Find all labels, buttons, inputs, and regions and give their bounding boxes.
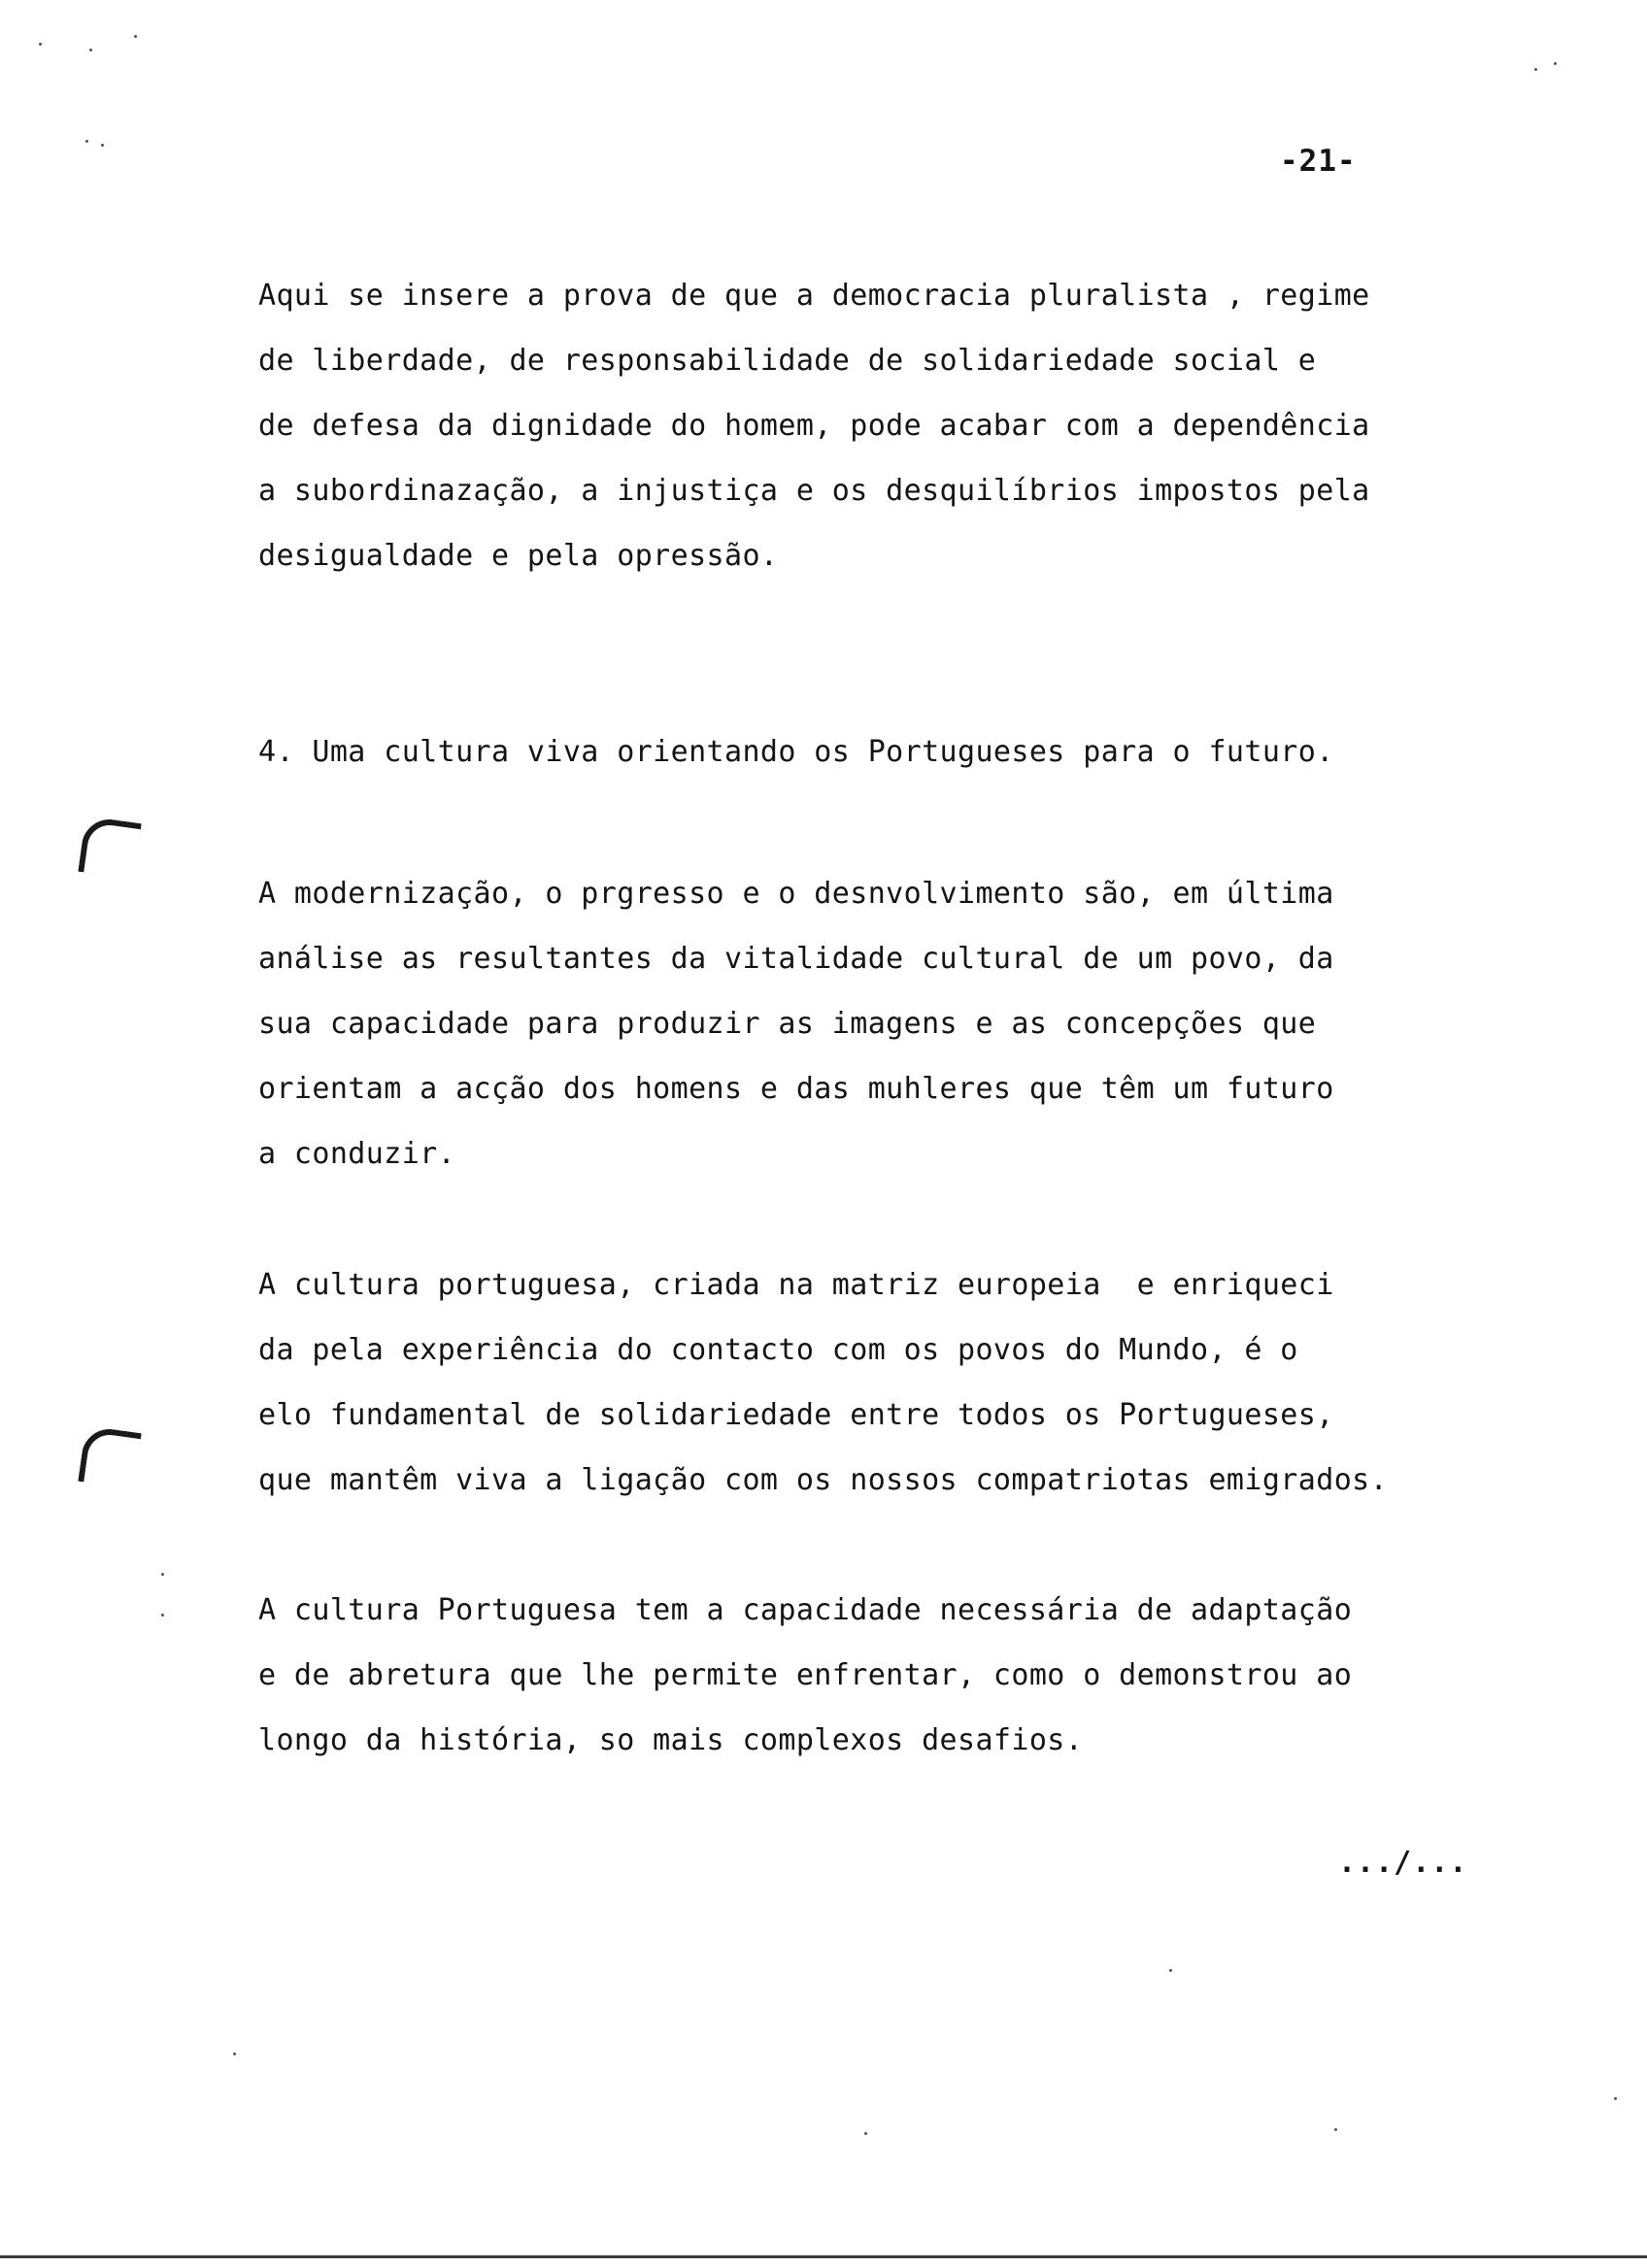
punch-hole-mark bbox=[78, 816, 142, 880]
bottom-border bbox=[0, 2255, 1647, 2258]
text-line: a conduzir. bbox=[258, 1137, 456, 1171]
scan-speck bbox=[864, 2132, 867, 2135]
page-number: -21- bbox=[1280, 144, 1357, 179]
scan-speck bbox=[39, 43, 42, 46]
text-line: e de abretura que lhe permite enfrentar, como o demonstrou ao bbox=[258, 1658, 1353, 1692]
text-line: A cultura Portuguesa tem a capacidade necessária de adaptação bbox=[258, 1593, 1353, 1627]
text-line: A modernização, o prgresso e o desnvolvimento são, em última bbox=[258, 877, 1334, 911]
scan-speck bbox=[101, 144, 104, 147]
scan-speck bbox=[1614, 2097, 1617, 2100]
text-line: a subordinazação, a injustiça e os desquilíbrios impostos pela bbox=[258, 474, 1370, 508]
scan-speck bbox=[1169, 1969, 1172, 1972]
text-line: Aqui se insere a prova de que a democracia pluralista , regime bbox=[258, 279, 1370, 313]
text-line: de defesa da dignidade do homem, pode acabar com a dependência bbox=[258, 409, 1370, 443]
continuation-marker: .../... bbox=[1338, 1846, 1468, 1880]
text-line: desigualdade e pela opressão. bbox=[258, 539, 779, 573]
text-line: de liberdade, de responsabilidade de solidariedade social e bbox=[258, 344, 1317, 378]
scan-speck bbox=[1334, 2128, 1337, 2131]
text-line: A cultura portuguesa, criada na matriz europeia e enriqueci bbox=[258, 1268, 1334, 1302]
scan-speck bbox=[233, 2052, 236, 2055]
text-line: da pela experiência do contacto com os povos do Mundo, é o bbox=[258, 1333, 1298, 1367]
scan-speck bbox=[1534, 68, 1537, 71]
text-line: longo da história, so mais complexos desafios. bbox=[258, 1723, 1084, 1757]
scan-speck bbox=[134, 35, 137, 38]
scan-speck bbox=[1554, 62, 1557, 65]
scan-speck bbox=[89, 49, 92, 51]
text-line: orientam a acção dos homens e das muhleres que têm um futuro bbox=[258, 1072, 1334, 1106]
punch-hole-mark bbox=[78, 1425, 142, 1489]
scan-speck bbox=[161, 1614, 164, 1617]
scan-speck bbox=[85, 140, 88, 143]
text-line: que mantêm viva a ligação com os nossos compatriotas emigrados. bbox=[258, 1463, 1389, 1497]
heading-text: 4. Uma cultura viva orientando os Portugueses para o futuro. bbox=[258, 735, 1334, 769]
text-line: elo fundamental de solidariedade entre todos os Portugueses, bbox=[258, 1398, 1334, 1432]
text-line: análise as resultantes da vitalidade cultural de um povo, da bbox=[258, 942, 1334, 976]
scan-speck bbox=[161, 1573, 164, 1576]
text-line: sua capacidade para produzir as imagens e as concepções que bbox=[258, 1007, 1317, 1041]
